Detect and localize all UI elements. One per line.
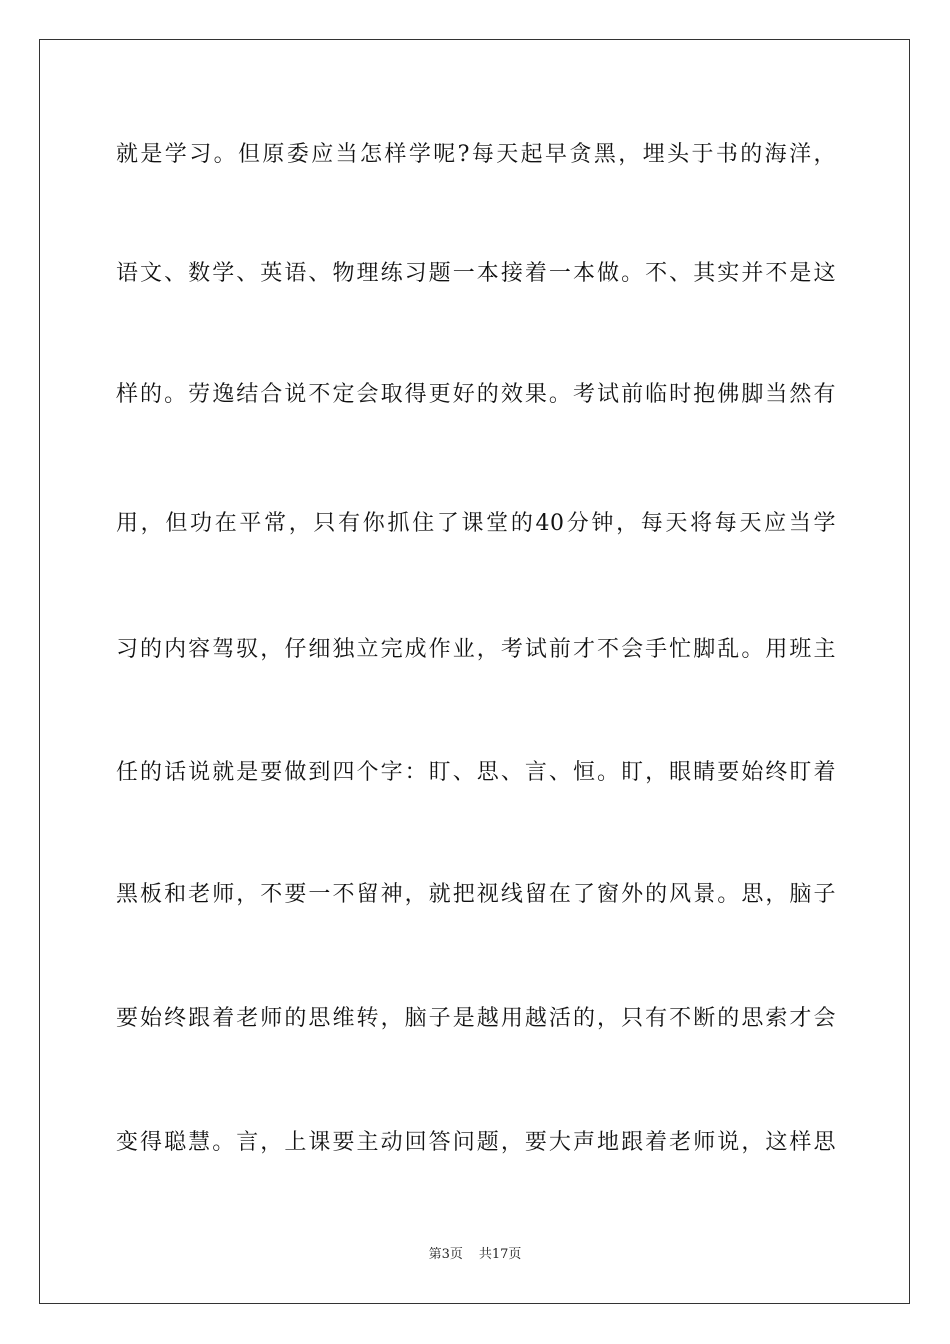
text-line-2: 语文、数学、英语、物理练习题一本接着一本做。不、其实并不是这 [116, 261, 836, 286]
text-line-9: 变得聪慧。言，上课要主动回答问题，要大声地跟着老师说，这样思 [116, 1130, 836, 1155]
page-border [39, 39, 910, 1304]
page-number: 第3页 [428, 1247, 463, 1262]
text-line-7: 黑板和老师，不要一不留神，就把视线留在了窗外的风景。思，脑子 [116, 882, 836, 907]
text-line-5: 习的内容驾驭，仔细独立完成作业，考试前才不会手忙脚乱。用班主 [116, 637, 836, 662]
text-line-1: 就是学习。但原委应当怎样学呢?每天起早贪黑，埋头于书的海洋， [116, 142, 836, 167]
text-line-4: 用，但功在平常，只有你抓住了课堂的40分钟，每天将每天应当学 [116, 511, 836, 536]
page-footer [0, 1246, 950, 1264]
text-line-8: 要始终跟着老师的思维转，脑子是越用越活的，只有不断的思索才会 [116, 1006, 836, 1031]
page-total: 共17页 [478, 1247, 522, 1262]
text-line-6: 任的话说就是要做到四个字：盯、思、言、恒。盯，眼睛要始终盯着 [116, 760, 836, 785]
text-line-3: 样的。劳逸结合说不定会取得更好的效果。考试前临时抱佛脚当然有 [116, 382, 836, 407]
